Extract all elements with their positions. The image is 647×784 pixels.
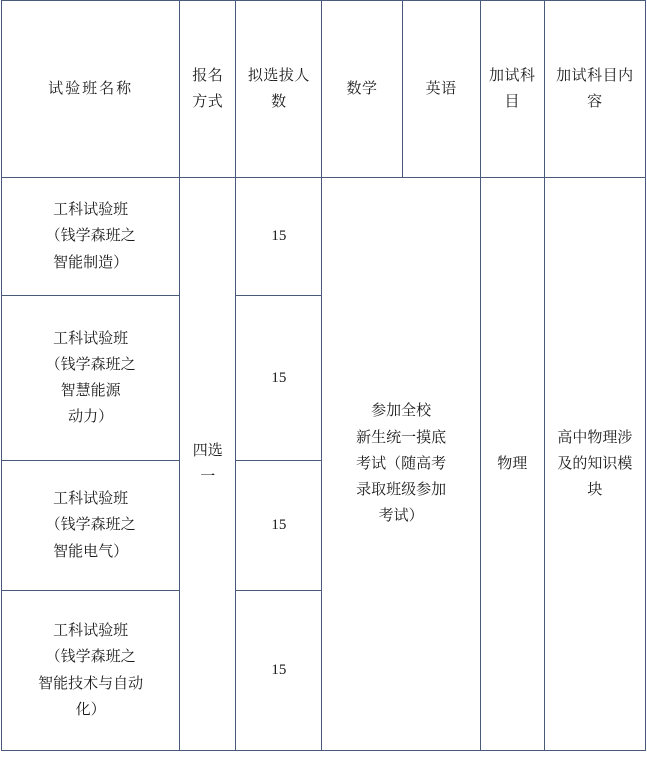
cell-class-name — [2, 296, 180, 461]
cell-extra-subject: 物理 — [480, 178, 544, 751]
cell-class-name — [2, 461, 180, 591]
math-text-line: 考试（随高考 — [356, 455, 447, 472]
class-name-line: 工科试验班 — [53, 491, 129, 508]
class-name-line: 动力） — [68, 409, 114, 426]
cell-signup-mode: 四选一 — [180, 178, 236, 751]
cell-planned-count: 15 — [236, 591, 322, 751]
class-name-line: （钱学森班之 — [45, 649, 136, 666]
cell-planned-count: 15 — [236, 296, 322, 461]
class-name-line: 智慧能源 — [60, 383, 121, 399]
cell-class-name — [2, 591, 180, 751]
cell-planned-count: 15 — [236, 461, 322, 591]
cell-class-name — [2, 178, 180, 296]
math-text-line: 录取班级参加 — [356, 482, 447, 499]
table-header-row — [2, 1, 646, 178]
header-planned-count: 拟选拔人数 — [236, 1, 322, 178]
class-name-line: 智能电气） — [53, 543, 129, 560]
cell-planned-count: 15 — [236, 178, 322, 296]
class-name-line: 工科试验班 — [53, 623, 129, 639]
class-name-line: （钱学森班之 — [45, 356, 136, 373]
class-name-line: 智能技术与自动 — [38, 675, 144, 692]
class-name-line: （钱学森班之 — [45, 517, 136, 534]
math-text-line: 考试） — [378, 508, 424, 525]
header-extra-content: 加试科目内容 — [544, 1, 645, 178]
cell-extra-content: 高中物理涉及的知识模块 — [544, 178, 645, 751]
class-name-line: （钱学森班之 — [45, 228, 136, 245]
table-row — [2, 178, 646, 296]
header-extra-subject: 加试科目 — [480, 1, 544, 178]
class-name-line: 工科试验班 — [53, 330, 129, 347]
class-name-line: 化） — [75, 701, 106, 718]
class-name-line: 工科试验班 — [53, 202, 129, 219]
math-text-line: 参加全校 — [371, 403, 432, 420]
exam-class-table — [1, 0, 646, 751]
cell-math-english — [322, 178, 480, 751]
header-class-name: 试验班名称 — [2, 1, 180, 178]
header-math: 数学 — [322, 1, 402, 178]
class-name-line: 智能制造） — [53, 254, 129, 271]
math-text-line: 新生统一摸底 — [356, 429, 447, 446]
header-english: 英语 — [402, 1, 480, 178]
header-signup-mode: 报名方式 — [180, 1, 236, 178]
